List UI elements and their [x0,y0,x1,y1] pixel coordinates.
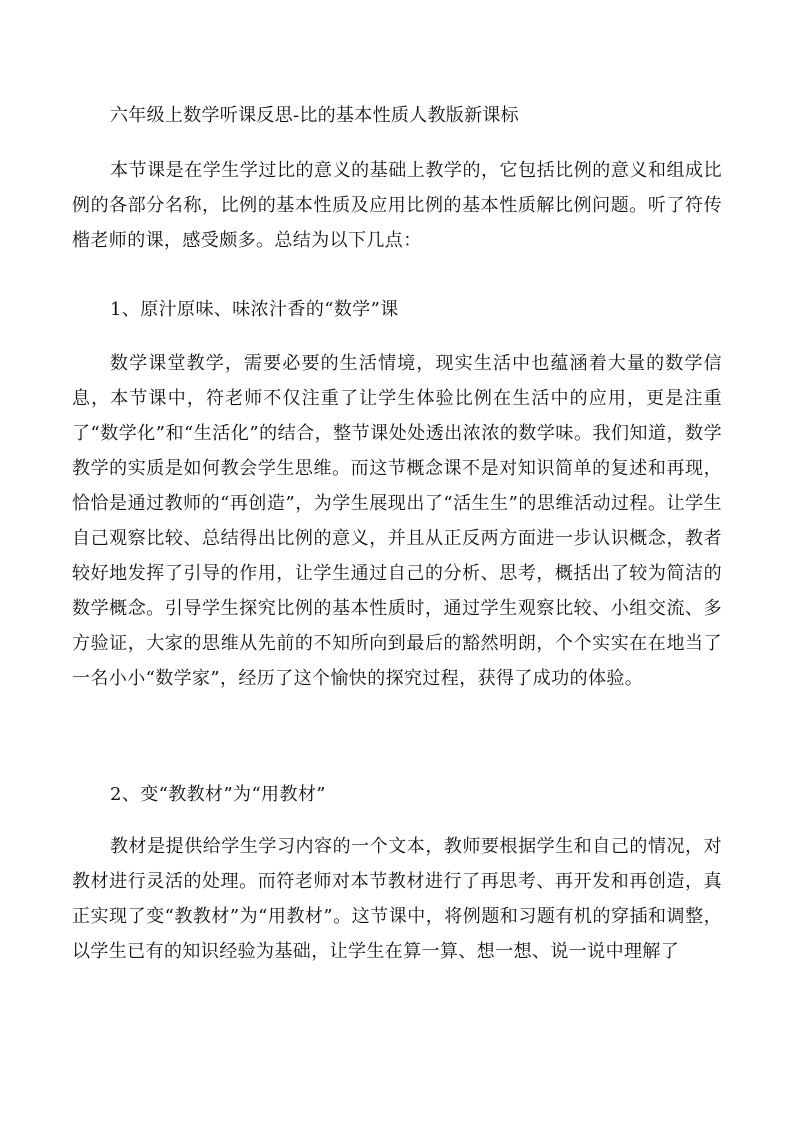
section-heading-1: 1、原汁原味、味浓汁香的“数学”课 [110,299,399,320]
document-title: 六年级上数学听课反思-比的基本性质人教版新课标 [110,105,519,126]
intro-paragraph: 本节课是在学生学过比的意义的基础上教学的，它包括比例的意义和组成比例的各部分名称，比例的基本性质及应用比例的基本性质解比例问题。听了符传楷老师的课，感受颇多。总结为以下几点： [72,160,722,251]
section-heading-2: 2、变“教教材”为“用教材” [110,784,326,805]
section-2-paragraph: 教材是提供给学生学习内容的一个文本，教师要根据学生和自己的情况，对教材进行灵活的处理。而符老师对本节教材进行了再思考、再开发和再创造，真正实现了变“教教材”为“用教材”。这节课中，将例题和习题有机的穿插和调整，以学生已有的知识经验为基础，让学生在算一算、想一想、说一说中理解了 [72,836,722,962]
section-1-paragraph: 数学课堂教学，需要必要的生活情境，现实生活中也蕴涵着大量的数学信息，本节课中，符老师不仅注重了让学生体验比例在生活中的应用，更是注重了“数学化”和“生活化”的结合，整节课处处透出浓浓的数学味。我们知道，数学教学的实质是如何教会学生思维。而这节概念课不是对知识简单的复述和再现，恰恰是通过教师的“再创造”，为学生展现出了“活生生”的思维活动过程。让学生自己观察比较、总结得出比例的意义，并且从正反两方面进一步认识概念，教者较好地发挥了引导的作用，让学生通过自己的分析、思考，概括出了较为简洁的数学概念。引导学生探究比例的基本性质时，通过学生观察比较、小组交流、多方验证，大家的思维从先前的不知所向到最后的豁然明朗，个个实实在在地当了一名小小“数学家”，经历了这个愉快的探究过程，获得了成功的体验。 [72,353,722,689]
